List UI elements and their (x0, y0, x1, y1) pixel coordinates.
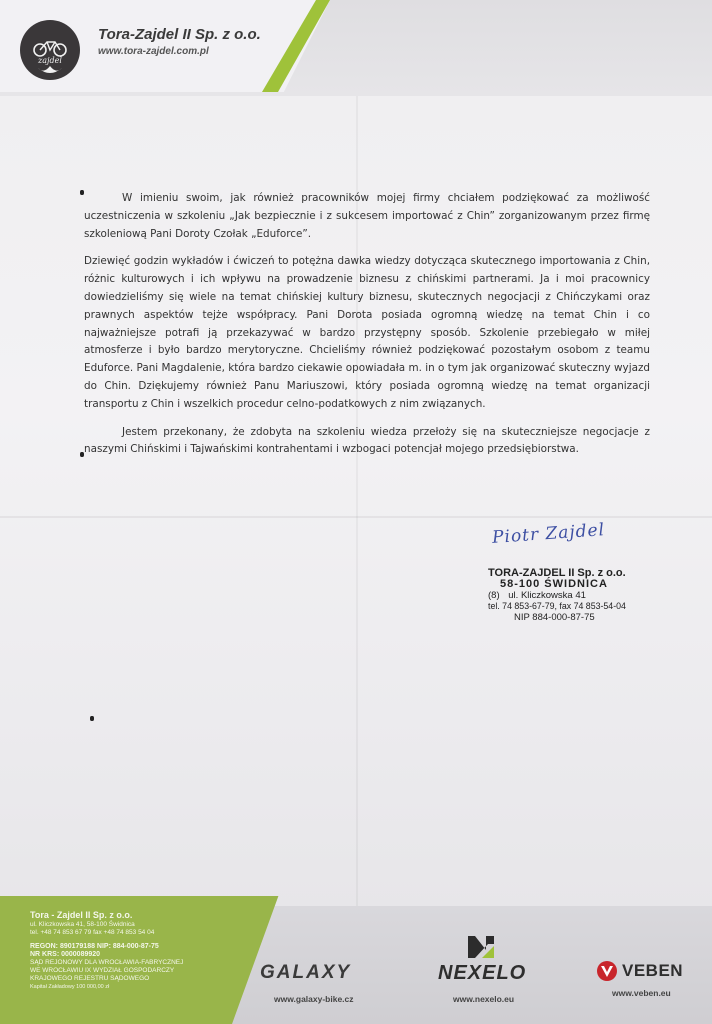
fold-line (356, 0, 358, 1024)
footer-court-1: SĄD REJONOWY DLA WROCŁAWIA-FABRYCZNEJ (30, 959, 184, 966)
paragraph-main: Dziewięć godzin wykładów i ćwiczeń to potężna dawka wiedzy dotycząca skutecznego importowania z Chin, różnic kulturowych i ich wpływu na prowadzenie biznesu z chińskimi partnerami. Ja i moi pracownicy dowiedzieliśmy się wiele na temat chińskiej kultury biznesu, skutecznych negocjacji z Chińczykami oraz prawnych aspektów tejże współpracy. Pani Dorota posiada ogromną wiedzę na temat Chin i co najważniejsze potrafi ją przekazywać w bardzo przystępny sposób. Szkolenie przebiegało w miłej atmosferze i było bardzo merytoryczne. Chcieliśmy również podziękować pozostałym osobom z teamu Eduforce. Pani Magdalenie, która bardzo ciekawie opowiadała m. in o tym jak organizować skuteczny wyjazd do Chin. Dziękujemy również Panu Mariuszowi, który posiada ogromną wiedzę na temat organizacji transportu z Chin i wszelkich procedur celno-podatkowych z nim związanych. (84, 255, 650, 410)
company-website: www.tora-zajdel.com.pl (98, 46, 209, 57)
footer-company-info (30, 910, 250, 991)
footer-krs: NR KRS: 0000089920 (30, 951, 101, 958)
handwritten-signature: Piotr Zajdel (491, 520, 606, 548)
stamp-city: 58-100 ŚWIDNICA (500, 578, 608, 590)
stamp-company: TORA-ZAJDEL II Sp. z o.o. (488, 567, 626, 579)
company-name: Tora-Zajdel II Sp. z o.o. (98, 26, 261, 43)
footer-company-name: Tora - Zajdel II Sp. z o.o. (30, 910, 133, 920)
stamp-street: ul. Kliczkowska 41 (508, 590, 586, 601)
brand-galaxy-logo: GALAXY (260, 962, 352, 983)
logo-text: zajdel (38, 55, 62, 65)
brand-veben-logo: VEBEN (622, 961, 684, 980)
stamp-address-row (488, 590, 668, 601)
footer-phone: tel. +48 74 853 67 79 fax +48 74 853 54 04 (30, 929, 155, 936)
paragraph-intro: W imieniu swoim, jak również pracowników mojej firmy chciałem podziękować za możliwość uczestniczenia w szkoleniu „Jak bezpiecznie i z sukcesem importować z Chin” zorganizowanym przez firmę szkoleniową Pani Doroty Czołak „Eduforce”. (84, 192, 650, 240)
footer-regon: REGON: 890179188 NIP: 884-000-87-75 (30, 943, 159, 950)
nexelo-n-icon (466, 934, 496, 960)
footer-address: ul. Kliczkowska 41, 58-100 Świdnica (30, 921, 135, 928)
company-logo (20, 20, 80, 80)
paragraph-closing: Jestem przekonany, że zdobyta na szkoleniu wiedza przełoży się na skuteczniejsze negocjacje z naszymi Chińskimi i Tajwańskimi kontrahentami i wzbogaci potencjał mojego przedsiębiorstwa. (84, 425, 650, 456)
brand-galaxy-url: www.galaxy-bike.cz (274, 994, 354, 1004)
footer-court-2: WE WROCŁAWIU IX WYDZIAŁ GOSPODARCZY (30, 967, 175, 974)
brand-nexelo-logo: NEXELO (438, 962, 527, 984)
footer-capital: Kapitał Zakładowy 100 000,00 zł (30, 984, 110, 990)
stamp-phone: tel. 74 853-67-79, fax 74 853-54-04 (488, 601, 626, 611)
brand-nexelo-url: www.nexelo.eu (453, 994, 515, 1004)
stamp-nip: NIP 884-000-87-75 (514, 612, 595, 623)
footer-court-3: KRAJOWEGO REJESTRU SĄDOWEGO (30, 975, 150, 982)
brand-veben-url: www.veben.eu (612, 988, 671, 998)
letter-body (84, 190, 650, 469)
stamp-prefix: (8) (488, 590, 500, 601)
company-stamp (488, 568, 668, 623)
veben-emblem-icon (596, 960, 618, 982)
punch-hole-mark (90, 716, 94, 721)
